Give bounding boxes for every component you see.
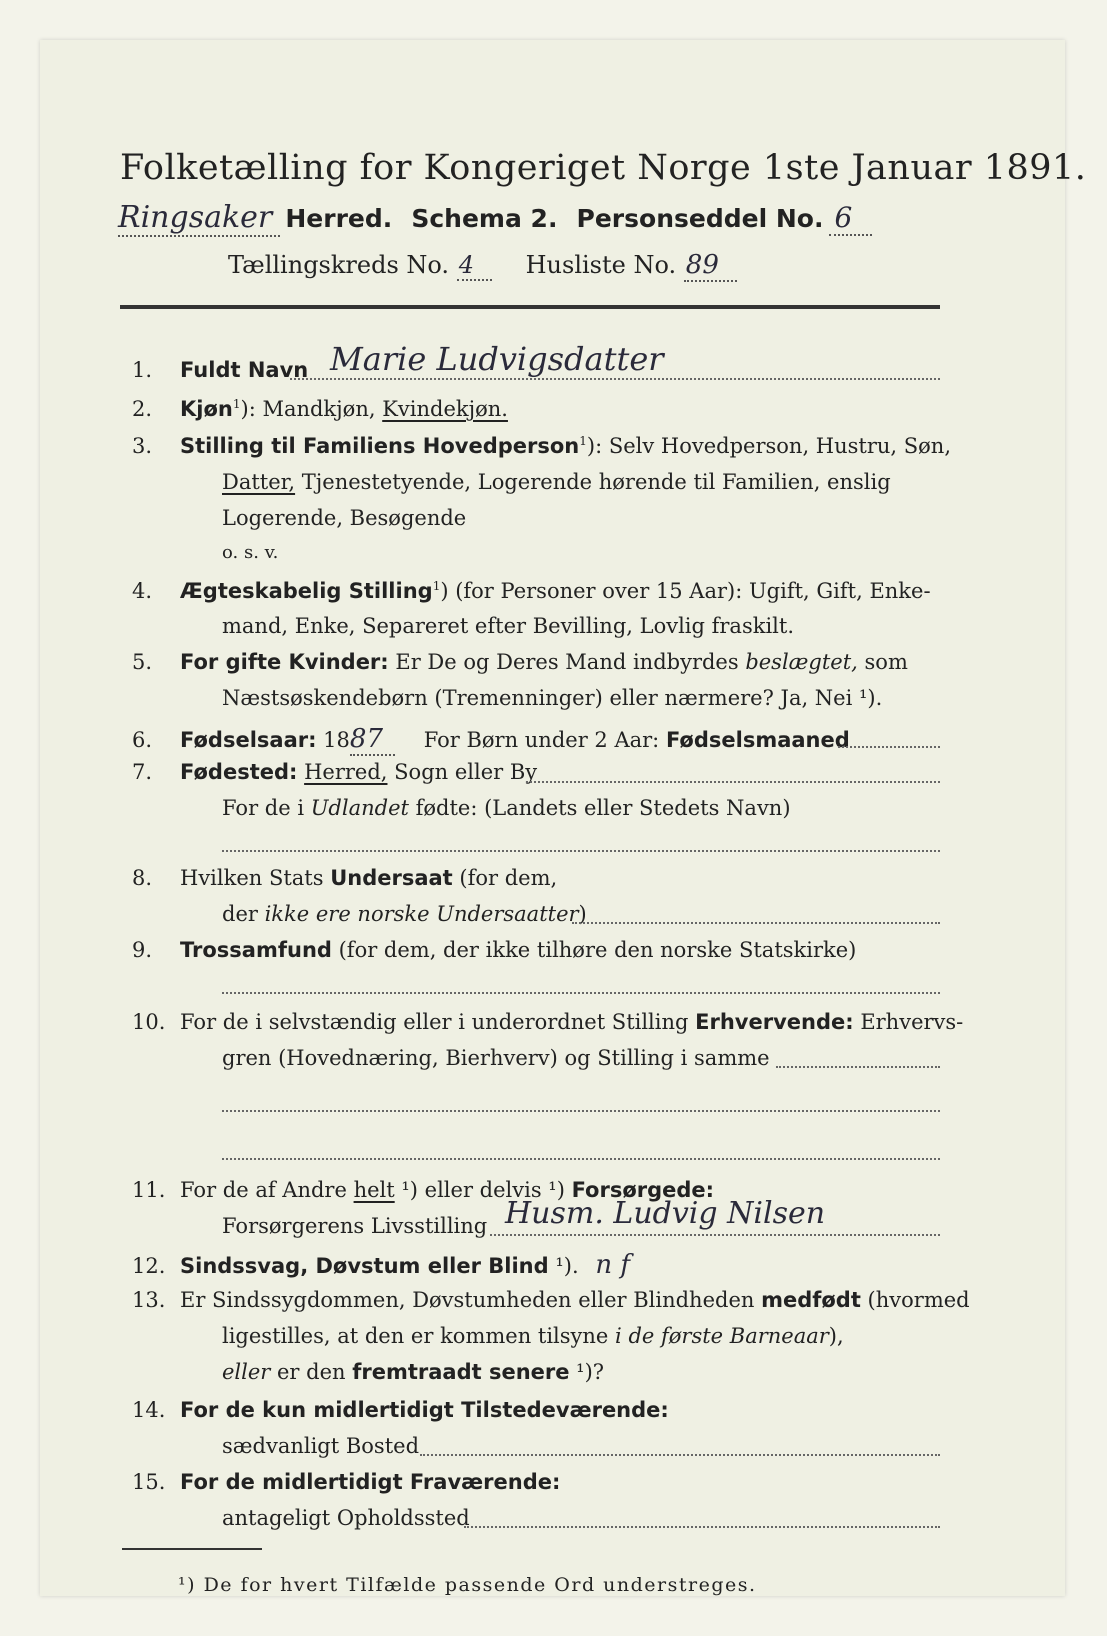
birth-year-value: 87 — [350, 724, 395, 756]
field-number: 11. — [132, 1178, 166, 1202]
citizenship-line — [572, 922, 940, 924]
form-title: Folketælling for Kongeriget Norge 1ste Januar 1891. — [120, 148, 1087, 188]
footnote-mark: 1 — [232, 397, 241, 411]
disability-value: n f — [595, 1250, 630, 1280]
field-text-italic: i de første Barneaar — [615, 1324, 829, 1348]
field-label: Forsørgede: — [571, 1178, 715, 1202]
field-text: For de i — [222, 796, 311, 820]
field-text: ): Mandkjøn, — [240, 397, 383, 421]
field-10 — [132, 1012, 963, 1033]
field-text-underlined: helt — [353, 1178, 395, 1202]
provider-line — [490, 1234, 940, 1236]
whereabouts-line — [464, 1526, 940, 1528]
field-4-line2: mand, Enke, Separeret efter Bevilling, Lovlig fraskilt. — [222, 614, 795, 638]
field-label: Kjøn — [180, 397, 233, 421]
field-4 — [132, 580, 931, 602]
field-text: fødte: (Landets eller Stedets Navn) — [408, 796, 791, 820]
field-text-italic: eller — [222, 1360, 271, 1384]
provider-value: Husm. Ludvig Nilsen — [505, 1196, 826, 1231]
field-text-italic: beslægtet, — [745, 650, 858, 674]
field-14-line2: sædvanligt Bosted — [222, 1434, 420, 1458]
personseddel-label: Personseddel No. — [576, 204, 824, 233]
field-label: For gifte Kvinder: — [180, 650, 389, 674]
field-5-line2: Næstsøskendebørn (Tremenninger) eller nærmere? Ja, Nei ¹). — [222, 686, 883, 710]
field-11-line2: Forsørgerens Livsstilling — [222, 1214, 488, 1238]
field-text: For de i selvstændig eller i underordnet Stilling — [180, 1010, 696, 1034]
field-text: ): Selv Hovedperson, Hustru, Søn, — [586, 434, 951, 458]
field-text: der — [222, 902, 265, 926]
field-text: ligestilles, at den er kommen tilsyne — [222, 1324, 616, 1348]
field-label: Fødselsmaaned — [665, 728, 850, 752]
foreign-birthplace-line — [222, 850, 940, 852]
field-text: ), — [828, 1324, 844, 1348]
field-text: (hvormed — [860, 1288, 970, 1312]
field-3 — [132, 435, 951, 457]
field-15 — [132, 1472, 560, 1493]
field-label: fremtraadt senere — [352, 1360, 570, 1384]
field-text: Er De og Deres Mand indbyrdes — [388, 650, 746, 674]
field-3-line3: Logerende, Besøgende — [222, 506, 467, 530]
field-text: Sogn eller By — [387, 760, 538, 784]
personseddel-value: 6 — [829, 201, 873, 236]
field-text: Hvilken Stats — [180, 866, 331, 890]
field-number: 15. — [132, 1470, 166, 1494]
footnote-rule — [122, 1548, 262, 1550]
field-number: 13. — [132, 1288, 166, 1312]
field-text: For de af Andre — [180, 1178, 354, 1202]
occupation-line-1 — [776, 1066, 940, 1068]
herred-label: Herred. — [285, 204, 393, 233]
header-rule — [120, 305, 940, 309]
field-13-line2 — [222, 1326, 844, 1347]
field-number: 9. — [132, 938, 153, 962]
schema-label: Schema 2. — [411, 204, 558, 233]
kreds-line — [228, 250, 737, 280]
herred-value: Ringsaker — [118, 200, 280, 237]
field-number: 5. — [132, 650, 153, 674]
field-label: medfødt — [761, 1288, 861, 1312]
field-number: 1. — [132, 358, 153, 382]
field-number: 3. — [132, 434, 153, 458]
footnote-mark: 1 — [432, 579, 441, 593]
field-text-underlined: Datter, — [222, 470, 296, 494]
husliste-value: 89 — [684, 250, 737, 282]
field-text: ¹). — [548, 1254, 579, 1278]
field-label: Erhvervende: — [695, 1010, 854, 1034]
field-text-underlined: Herred, — [304, 760, 388, 784]
field-8 — [132, 868, 557, 889]
field-13 — [132, 1290, 970, 1311]
field-label: Undersaat — [330, 866, 453, 890]
occupation-line-2 — [222, 1110, 940, 1112]
field-text: 18 — [316, 728, 350, 752]
field-text: Er Sindssygdommen, Døvstumheden eller Blindheden — [180, 1288, 762, 1312]
field-8-line2 — [222, 904, 587, 925]
field-text: som — [857, 650, 908, 674]
field-number: 8. — [132, 866, 153, 890]
field-number: 4. — [132, 579, 153, 603]
field-text: (for dem, — [452, 866, 558, 890]
field-7 — [132, 762, 537, 783]
footnote-mark: 1 — [579, 434, 587, 448]
field-text: For Børn under 2 Aar: — [423, 728, 666, 752]
field-text: er den — [270, 1360, 353, 1384]
field-10-line2: gren (Hovednæring, Bierhverv) og Stilling i samme — [222, 1046, 770, 1070]
footnote: ¹) De for hvert Tilfælde passende Ord understreges. — [178, 1574, 757, 1596]
field-5 — [132, 652, 908, 673]
full-name-value: Marie Ludvigsdatter — [330, 340, 664, 378]
field-14 — [132, 1400, 669, 1421]
field-label: For de kun midlertidigt Tilstedeværende: — [180, 1398, 669, 1422]
field-label: Fødselsaar: — [180, 728, 317, 752]
field-number: 6. — [132, 728, 153, 752]
field-6 — [132, 726, 850, 752]
field-7-line2 — [222, 798, 791, 819]
field-text: ¹) eller delvis ¹) — [394, 1178, 572, 1202]
field-label: Sindssvag, Døvstum eller Blind — [180, 1254, 549, 1278]
occupation-line-3 — [222, 1158, 940, 1160]
field-number: 2. — [132, 397, 153, 421]
field-number: 10. — [132, 1010, 166, 1034]
field-text: ¹)? — [569, 1360, 605, 1384]
field-12 — [132, 1252, 630, 1278]
birth-month-line — [838, 746, 940, 748]
field-1 — [132, 360, 308, 381]
field-3-line4: o. s. v. — [222, 542, 279, 563]
field-label: Fødested: — [180, 760, 298, 784]
field-3-line2 — [222, 472, 891, 493]
field-text-underlined: Kvindekjøn. — [382, 397, 508, 421]
field-text-italic: Udlandet — [310, 796, 409, 820]
field-9 — [132, 940, 856, 961]
field-number: 7. — [132, 760, 153, 784]
field-text: ) — [578, 902, 587, 926]
field-15-line2: antageligt Opholdssted — [222, 1506, 470, 1530]
field-label: Fuldt Navn — [180, 358, 309, 382]
religion-line — [222, 992, 940, 994]
kreds-value: 4 — [457, 251, 492, 281]
kreds-label: Tællingskreds No. — [228, 251, 450, 279]
field-text-italic: ikke ere norske Undersaatter — [264, 902, 579, 926]
field-text: (for dem, der ikke tilhøre den norske Statskirke) — [331, 938, 857, 962]
husliste-label: Husliste No. — [525, 251, 677, 279]
birthplace-line — [526, 781, 940, 783]
field-text: Erhvervs- — [853, 1010, 964, 1034]
herred-line — [118, 200, 872, 235]
field-label: For de midlertidigt Fraværende: — [180, 1470, 561, 1494]
field-label: Trossamfund — [180, 938, 332, 962]
field-2 — [132, 398, 508, 420]
field-13-line3 — [222, 1362, 604, 1383]
name-line — [290, 378, 940, 380]
field-number: 14. — [132, 1398, 166, 1422]
field-label: Stilling til Familiens Hovedperson — [180, 434, 580, 458]
field-text: Tjenestetyende, Logerende hørende til Familien, enslig — [295, 470, 891, 494]
field-number: 12. — [132, 1254, 166, 1278]
residence-line — [420, 1454, 940, 1456]
field-label: Ægteskabelig Stilling — [180, 579, 433, 603]
field-text: ) (for Personer over 15 Aar): Ugift, Gift, Enke- — [440, 579, 931, 603]
